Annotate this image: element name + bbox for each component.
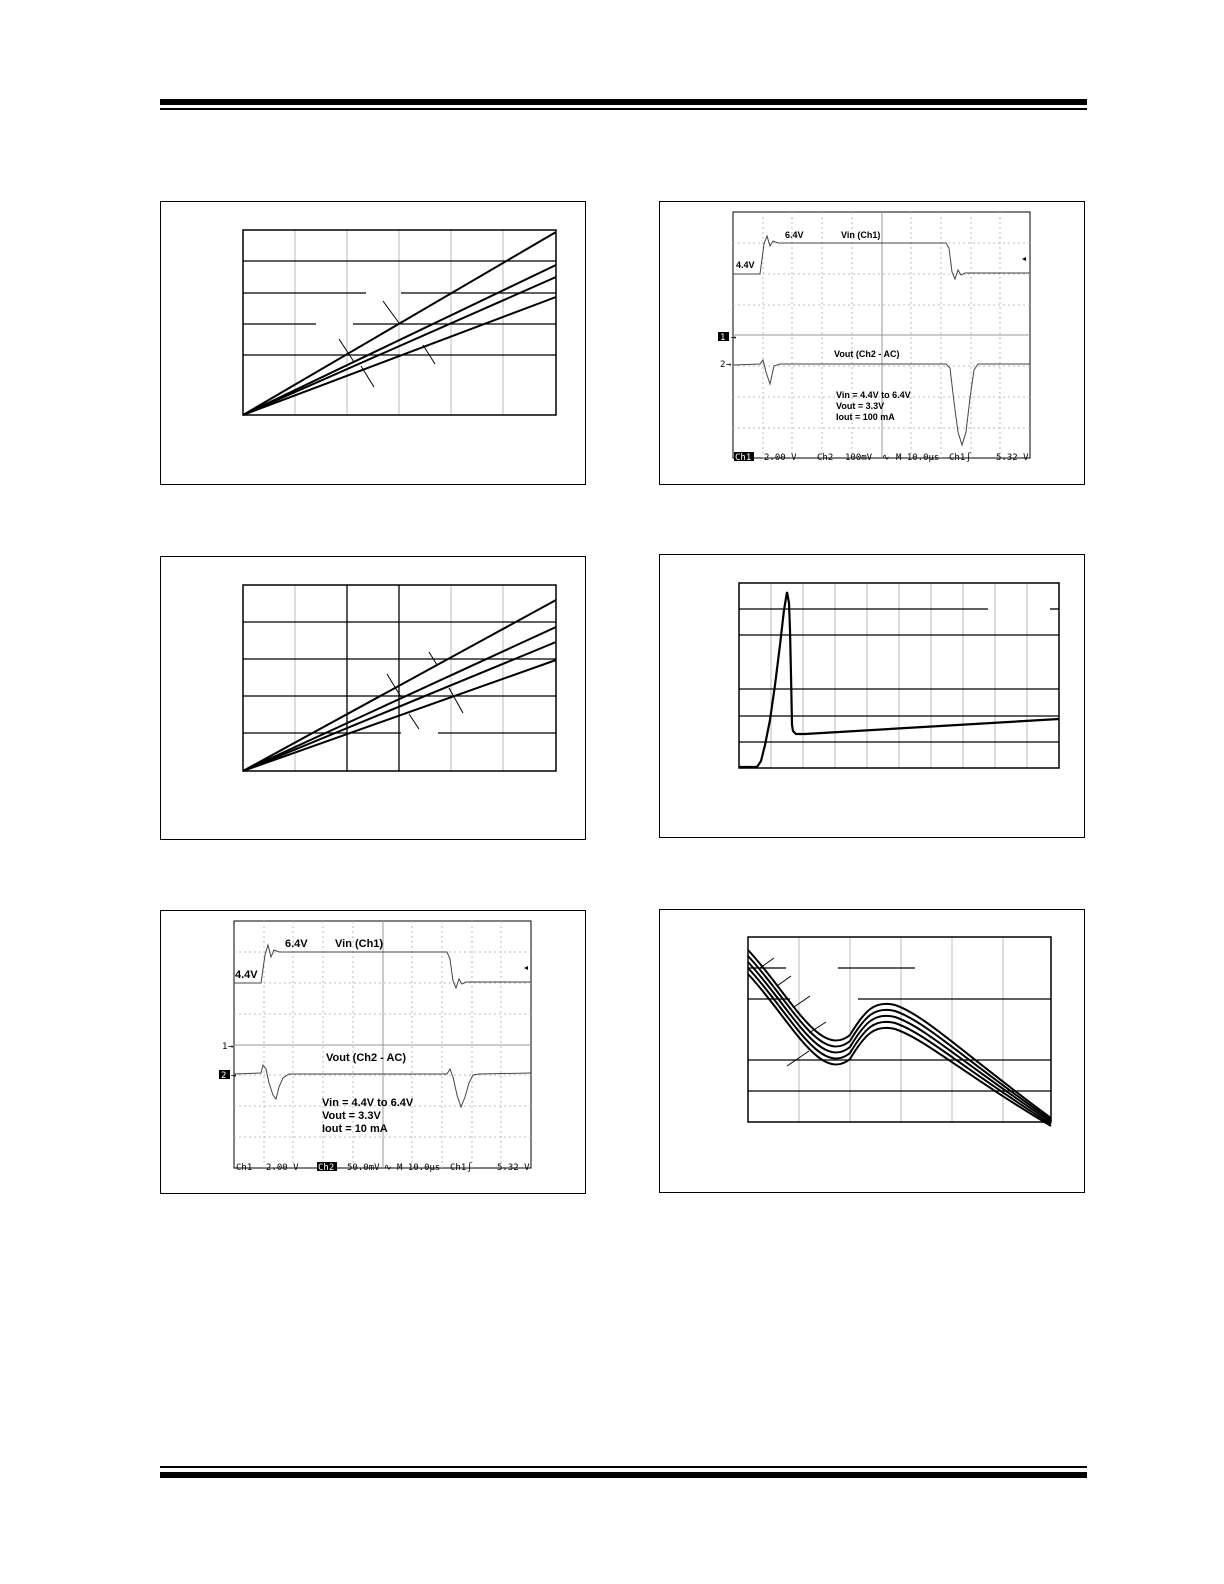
upper-right-marker-2-arrow: → [726, 360, 732, 370]
upper-right-status-ch1-scale: 2.00 V [764, 453, 797, 463]
upper-right-cond-iout: Iout = 100 mA [836, 412, 895, 422]
footer-rule-thick [160, 1472, 1087, 1478]
upper-right-status-ch1: Ch1 [735, 453, 752, 463]
lower-left-vin-channel: Vin (Ch1) [335, 938, 384, 950]
lower-left-marker-2: 2 [221, 1071, 227, 1081]
upper-right-vout-channel: Vout (Ch2 - AC) [834, 349, 900, 359]
upper-right-trigger-arrow [1022, 257, 1026, 261]
upper-right-marker-1: 1 [720, 333, 726, 343]
upper-right-status-ch2-scale: 100mV [845, 453, 873, 463]
upper-right-status-trigger-level: 5.32 V [996, 453, 1029, 463]
upper-right-marker-1-arrow: → [731, 333, 737, 343]
upper-right-status-trigger: Ch1 [949, 453, 966, 463]
upper-right-vin-channel: Vin (Ch1) [841, 230, 881, 240]
lower-left-vin-high: 6.4V [285, 938, 308, 950]
plot-middle-left [161, 557, 587, 841]
lower-left-status-time: M 10.0µs [397, 1163, 441, 1173]
figure-upper-right [659, 201, 1085, 485]
plot-upper-left [161, 202, 587, 486]
lower-left-cond-vin: Vin = 4.4V to 6.4V [322, 1097, 414, 1109]
lower-left-status-ch2: Ch2 [318, 1163, 335, 1173]
lower-left-ac-coupling-icon: ∿ [384, 1163, 392, 1173]
lower-left-cond-vout: Vout = 3.3V [322, 1110, 381, 1122]
figure-lower-left [160, 910, 586, 1194]
lower-left-status-ch1: Ch1 [236, 1163, 253, 1173]
header-rule-thin [160, 108, 1087, 110]
lower-left-trigger-arrow [524, 966, 528, 970]
figure-lower-right [659, 909, 1085, 1193]
upper-right-status-ch2: Ch2 [817, 453, 834, 463]
footer-rule-thin [160, 1466, 1087, 1468]
lower-left-marker-2-arrow: → [231, 1071, 237, 1081]
upper-right-cond-vin: Vin = 4.4V to 6.4V [836, 390, 911, 400]
figure-middle-right [659, 554, 1085, 838]
figure-middle-left [160, 556, 586, 840]
scope-lower-left [161, 911, 587, 1195]
upper-right-trigger-slope-icon: ∫ [966, 453, 972, 463]
lower-left-vout-channel: Vout (Ch2 - AC) [326, 1052, 407, 1064]
plot-middle-right [660, 555, 1086, 839]
upper-right-cond-vout: Vout = 3.3V [836, 401, 885, 411]
lower-left-vin-low: 4.4V [235, 969, 258, 981]
lower-left-status-trigger: Ch1 [450, 1163, 467, 1173]
plot-lower-right [660, 910, 1086, 1194]
upper-right-ac-coupling-icon: ∿ [882, 453, 890, 463]
scope-upper-right [660, 202, 1086, 486]
upper-right-status-time: M 10.0µs [896, 453, 940, 463]
lower-left-status-ch2-scale: 50.0mV [347, 1163, 380, 1173]
plot-lower-right-curves [748, 950, 1051, 1126]
lower-left-status-ch1-scale: 2.00 V [266, 1163, 299, 1173]
figure-upper-left [160, 201, 586, 485]
upper-right-marker-2: 2 [720, 360, 726, 370]
lower-left-marker-1: 1 [222, 1042, 228, 1052]
lower-left-marker-1-arrow: → [228, 1042, 234, 1052]
upper-right-vin-high: 6.4V [785, 230, 804, 240]
lower-left-trigger-slope-icon: ∫ [467, 1163, 473, 1173]
lower-left-status-trigger-level: 5.32 V [497, 1163, 530, 1173]
lower-left-cond-iout: Iout = 10 mA [322, 1123, 388, 1135]
header-rule-thick [160, 99, 1087, 105]
upper-right-vin-low: 4.4V [736, 260, 755, 270]
